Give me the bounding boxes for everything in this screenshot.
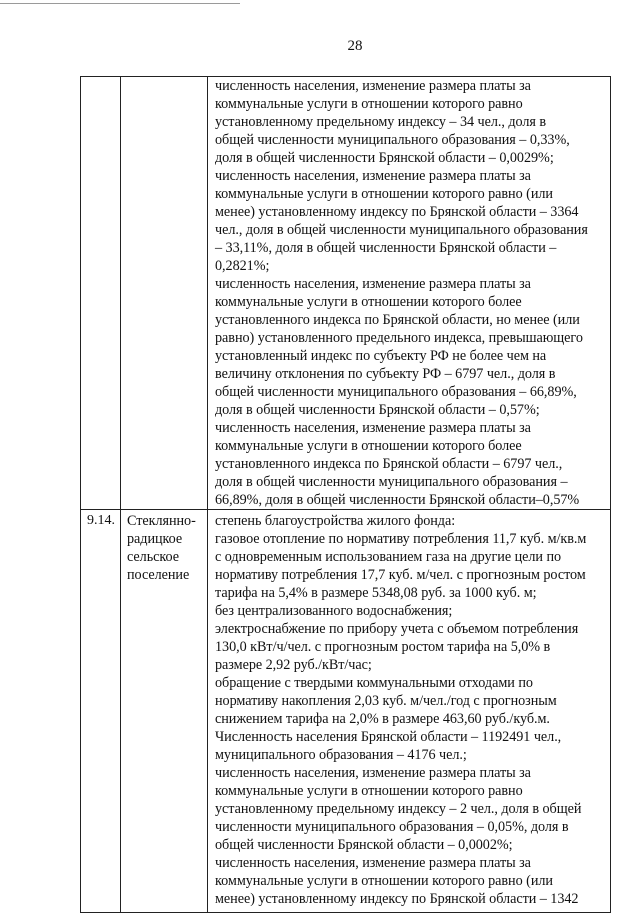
text-line: без централизованного водоснабжения; — [215, 603, 453, 619]
top-rule — [0, 3, 240, 4]
text-line: 66,89%, доля в общей численности Брянской области–0,57% — [215, 492, 580, 508]
text-line: 130,0 кВт/ч/чел. с прогнозным ростом тарифа на 5,0% в — [215, 639, 551, 655]
municipality-name-cell — [121, 77, 208, 510]
text-line: общей численности муниципального образования – 0,33%, — [215, 132, 570, 148]
text-line: коммунальные услуги в отношении которого равно — [215, 783, 523, 799]
text-line: нормативу накопления 2,03 куб. м/чел./год с прогнозным — [215, 693, 557, 709]
row-number-cell — [81, 77, 121, 510]
name-line: сельское — [127, 549, 179, 565]
text-line: с одновременным использованием газа на другие цели по — [215, 549, 562, 565]
description-cell — [208, 510, 611, 913]
table-body — [81, 77, 611, 913]
text-line: 0,2821%; — [215, 258, 270, 274]
text-line: доля в общей численности Брянской области – 0,57%; — [215, 402, 540, 418]
name-line: поселение — [127, 567, 190, 583]
text-line: степень благоустройства жилого фонда: — [215, 513, 456, 529]
text-line: численность населения, изменение размера платы за — [215, 276, 531, 292]
text-line: численности муниципального образования – 0,05%, доля в — [215, 819, 569, 835]
text-line: нормативу потребления 17,7 куб. м/чел. с прогнозным ростом — [215, 567, 586, 583]
table-row — [81, 77, 611, 510]
text-line: менее) установленному индексу по Брянской области – 3364 — [215, 204, 579, 220]
table-row — [81, 510, 611, 913]
text-line: численность населения, изменение размера платы за — [215, 420, 531, 436]
text-line: коммунальные услуги в отношении которого более — [215, 438, 522, 454]
text-line: численность населения, изменение размера платы за — [215, 168, 531, 184]
text-line: тарифа на 5,4% в размере 5348,08 руб. за 1000 куб. м; — [215, 585, 537, 601]
text-line: коммунальные услуги в отношении которого равно (или — [215, 186, 553, 202]
text-line: величину отклонения по субъекту РФ – 6797 чел., доля в — [215, 366, 556, 382]
data-table — [80, 76, 611, 913]
text-line: установленному предельному индексу – 34 чел., доля в — [215, 114, 547, 130]
name-line: Стеклянно- — [127, 513, 196, 529]
text-line: обращение с твердыми коммунальными отходами по — [215, 675, 533, 691]
text-line: установленного индекса по Брянской области – 6797 чел., — [215, 456, 563, 472]
text-line: снижением тарифа на 2,0% в размере 463,60 руб./куб.м. — [215, 711, 550, 727]
text-line: установленному предельному индексу – 2 чел., доля в общей — [215, 801, 582, 817]
text-line: коммунальные услуги в отношении которого равно — [215, 96, 523, 112]
text-line: муниципального образования – 4176 чел.; — [215, 747, 467, 763]
name-line: радицкое — [127, 531, 183, 547]
text-line: менее) установленному индексу по Брянской области – 1342 — [215, 891, 579, 907]
text-line: электроснабжение по прибору учета с объемом потребления — [215, 621, 579, 637]
text-line: численность населения, изменение размера платы за — [215, 855, 531, 871]
text-line: численность населения, изменение размера платы за — [215, 78, 531, 94]
text-line: газовое отопление по нормативу потребления 11,7 куб. м/кв.м — [215, 531, 587, 547]
text-line: доля в общей численности муниципального образования – — [215, 474, 568, 490]
text-line: равно) установленного предельного индекса, превышающего — [215, 330, 583, 346]
text-line: коммунальные услуги в отношении которого равно (или — [215, 873, 553, 889]
text-line: общей численности Брянской области – 0,0002%; — [215, 837, 513, 853]
text-line: установленного индекса по Брянской области, но менее (или — [215, 312, 580, 328]
text-line: размере 2,92 руб./кВт/час; — [215, 657, 372, 673]
text-line: – 33,11%, доля в общей численности Брянской области – — [215, 240, 557, 256]
text-line: численность населения, изменение размера платы за — [215, 765, 531, 781]
text-line: коммунальные услуги в отношении которого более — [215, 294, 522, 310]
description-cell — [208, 77, 611, 510]
municipality-name-cell — [121, 510, 208, 913]
page-number: 28 — [347, 38, 363, 54]
row-number-cell: 9.14. — [81, 510, 121, 913]
text-line: доля в общей численности Брянской области – 0,0029%; — [215, 150, 554, 166]
text-line: общей численности муниципального образования – 66,89%, — [215, 384, 577, 400]
text-line: чел., доля в общей численности муниципального образования — [215, 222, 588, 238]
text-line: Численность населения Брянской области – 1192491 чел., — [215, 729, 562, 745]
text-line: установленный индекс по субъекту РФ не более чем на — [215, 348, 547, 364]
